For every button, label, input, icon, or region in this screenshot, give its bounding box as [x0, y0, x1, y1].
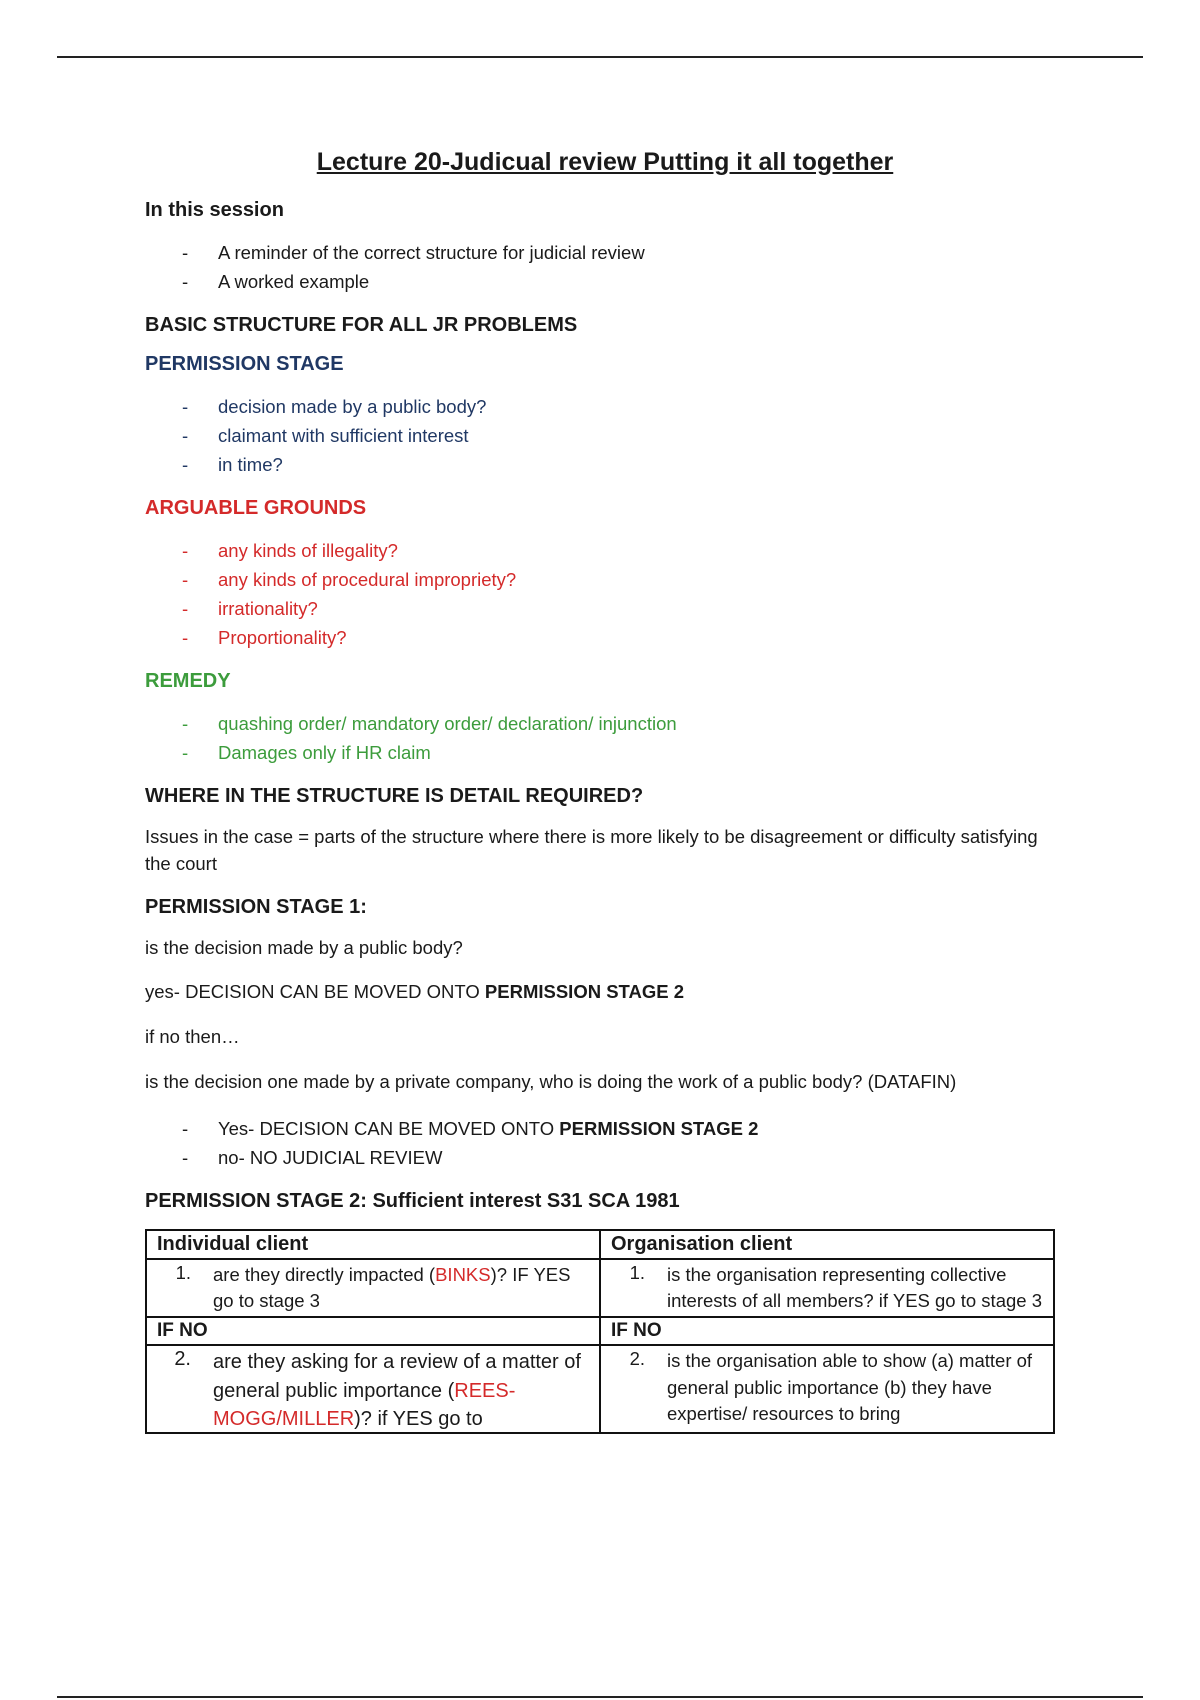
remedy-list — [145, 709, 1065, 767]
footer-rule — [57, 1696, 1143, 1698]
document-page — [145, 140, 1065, 1434]
dash-bullet-icon: - — [182, 742, 189, 763]
dash-bullet-icon: - — [182, 425, 189, 446]
page-title: Lecture 20-Judicual review Putting it all together — [316, 148, 894, 176]
numbered-item: 1. are they directly impacted (BINKS)? IF YES go to stage 3 — [175, 1261, 571, 1312]
if-no-label: IF NO — [600, 1317, 1054, 1345]
organisation-client-header: Organisation client — [600, 1230, 1054, 1259]
list-item: - Proportionality? — [145, 623, 1065, 652]
numbered-item: 2. are they asking for a review of a matter of general public importance (REES-MOGG/MILLER)? if YES go to — [174, 1348, 581, 1431]
dash-bullet-icon: - — [182, 1117, 189, 1139]
list-item: - Yes- DECISION CAN BE MOVED ONTO PERMISSION STAGE 2 — [145, 1114, 1065, 1143]
table-header-row — [146, 1230, 1054, 1259]
dash-bullet-icon: - — [182, 1146, 189, 1168]
table-cell — [600, 1259, 1054, 1318]
list-item: - A worked example — [145, 267, 1065, 296]
table-cell — [600, 1345, 1054, 1433]
remedy-heading: REMEDY — [145, 670, 231, 692]
sufficient-interest-table — [145, 1229, 1055, 1435]
stage1-heading: PERMISSION STAGE 1: — [145, 895, 367, 918]
stage1-question: is the decision made by a public body? — [145, 936, 463, 958]
list-item: - no- NO JUDICIAL REVIEW — [145, 1143, 1065, 1172]
list-item: - any kinds of procedural impropriety? — [145, 565, 1065, 594]
dash-bullet-icon: - — [182, 242, 189, 263]
detail-paragraph: Issues in the case = parts of the structure where there is more likely to be disagreement or difficulty satisfying the court — [145, 826, 1038, 874]
list-item: - quashing order/ mandatory order/ declaration/ injunction — [145, 709, 1065, 738]
arguable-grounds-heading: ARGUABLE GROUNDS — [145, 497, 367, 519]
table-row — [146, 1345, 1054, 1433]
stage2-heading: PERMISSION STAGE 2: Sufficient interest S31 SCA 1981 — [145, 1189, 680, 1212]
session-list — [145, 238, 1065, 296]
dash-bullet-icon: - — [182, 396, 189, 417]
grounds-list — [145, 536, 1065, 652]
dash-bullet-icon: - — [182, 598, 189, 619]
stage1-yes-line: yes- DECISION CAN BE MOVED ONTO PERMISSION STAGE 2 — [145, 981, 684, 1003]
list-item: - any kinds of illegality? — [145, 536, 1065, 565]
stage1-list — [145, 1114, 1065, 1172]
stage1-if-no: if no then… — [145, 1026, 240, 1048]
dash-bullet-icon: - — [182, 454, 189, 475]
permission-list — [145, 392, 1065, 479]
header-rule — [57, 56, 1143, 58]
session-heading: In this session — [145, 199, 284, 221]
dash-bullet-icon: - — [182, 569, 189, 590]
dash-bullet-icon: - — [182, 627, 189, 648]
table-row — [146, 1317, 1054, 1345]
table-cell — [146, 1259, 600, 1318]
basic-structure-heading: BASIC STRUCTURE FOR ALL JR PROBLEMS — [145, 314, 578, 336]
permission-stage-heading: PERMISSION STAGE — [145, 353, 344, 375]
individual-client-header: Individual client — [146, 1230, 600, 1259]
if-no-label: IF NO — [146, 1317, 600, 1345]
list-item: - decision made by a public body? — [145, 392, 1065, 421]
dash-bullet-icon: - — [182, 540, 189, 561]
dash-bullet-icon: - — [182, 271, 189, 292]
numbered-item: 2. is the organisation able to show (a) matter of general public importance (b) they have expertise/ resources to bring — [629, 1348, 1033, 1424]
list-item: - in time? — [145, 450, 1065, 479]
case-name-rees-mogg-miller: REES-MOGG/MILLER — [213, 1379, 516, 1431]
numbered-item: 1. is the organisation representing collective interests of all members? if YES go to stage 3 — [629, 1261, 1042, 1312]
detail-heading: WHERE IN THE STRUCTURE IS DETAIL REQUIRED? — [145, 785, 644, 807]
list-item: - Damages only if HR claim — [145, 738, 1065, 767]
list-item: - irrationality? — [145, 594, 1065, 623]
case-name-binks: BINKS — [435, 1263, 491, 1285]
table-cell — [146, 1345, 600, 1433]
dash-bullet-icon: - — [182, 713, 189, 734]
list-item: - claimant with sufficient interest — [145, 421, 1065, 450]
list-item: - A reminder of the correct structure for judicial review — [145, 238, 1065, 267]
table-row — [146, 1259, 1054, 1318]
stage1-datafin-question: is the decision one made by a private company, who is doing the work of a public body? (DATAFIN) — [145, 1071, 957, 1093]
